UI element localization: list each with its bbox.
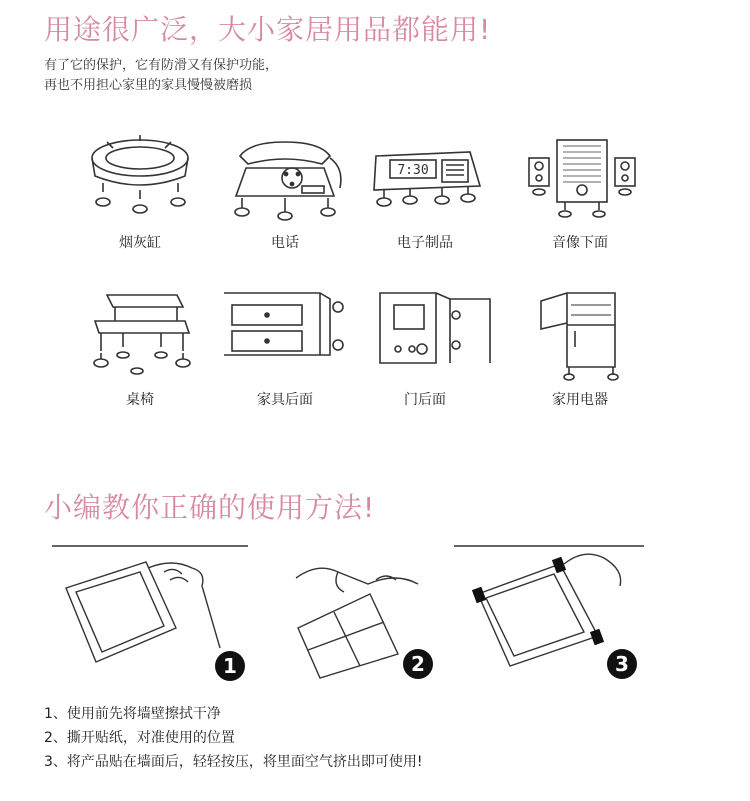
item-label: 烟灰缸: [119, 235, 161, 251]
step-1-illustration: [52, 528, 248, 688]
cabinet-icon: [210, 285, 360, 395]
telephone-icon: [210, 128, 360, 238]
item-ashtray: [65, 128, 215, 268]
item-label: 家具后面: [257, 392, 313, 408]
item-chair: [65, 285, 215, 425]
item-telephone: [210, 128, 360, 268]
instructions-list: [44, 702, 423, 774]
peel-sticker-illustration: [278, 528, 438, 688]
item-label: 家用电器: [552, 392, 608, 408]
wipe-wall-illustration: [52, 528, 248, 688]
step-2-illustration: [278, 528, 438, 688]
item-label: 音像下面: [552, 235, 608, 251]
step-number: 3: [615, 652, 629, 676]
item-label: 桌椅: [126, 392, 154, 408]
item-appliances: [505, 285, 655, 425]
item-label: 电话: [271, 235, 299, 251]
fridge-icon: [505, 285, 655, 395]
item-door-back: [350, 285, 500, 425]
ashtray-icon: [65, 128, 215, 238]
item-furniture-back: [210, 285, 360, 425]
step-number: 2: [411, 652, 425, 676]
press-sticker-illustration: [454, 528, 644, 688]
item-label: 门后面: [404, 392, 446, 408]
item-speakers: [505, 128, 655, 268]
step-number: 1: [223, 654, 237, 678]
item-electronics: [350, 128, 500, 268]
clock-readout: 7:30: [397, 163, 429, 178]
speaker-icon: [505, 128, 655, 238]
intro-line-1: 有了它的保护，它有防滑又有保护功能，: [44, 58, 279, 73]
intro-line-2: 再也不用担心家里的家具慢慢被磨损: [44, 78, 253, 93]
chair-icon: [65, 285, 215, 395]
instruction-2: 2、撕开贴纸，对准使用的位置: [44, 730, 235, 746]
step-3-illustration: [454, 528, 644, 688]
section-title-uses: 用途很广泛，大小家居用品都能用!: [44, 13, 492, 46]
instruction-1: 1、使用前先将墙壁擦拭干净: [44, 706, 221, 722]
instruction-3: 3、将产品贴在墙面后，轻轻按压，将里面空气挤出即可使用!: [44, 754, 423, 770]
intro-text: [44, 56, 278, 96]
electronic-clock-icon: [350, 128, 500, 238]
section-title-howto: 小编教你正确的使用方法!: [44, 491, 376, 524]
door-icon: [350, 285, 500, 395]
item-label: 电子制品: [397, 235, 453, 251]
